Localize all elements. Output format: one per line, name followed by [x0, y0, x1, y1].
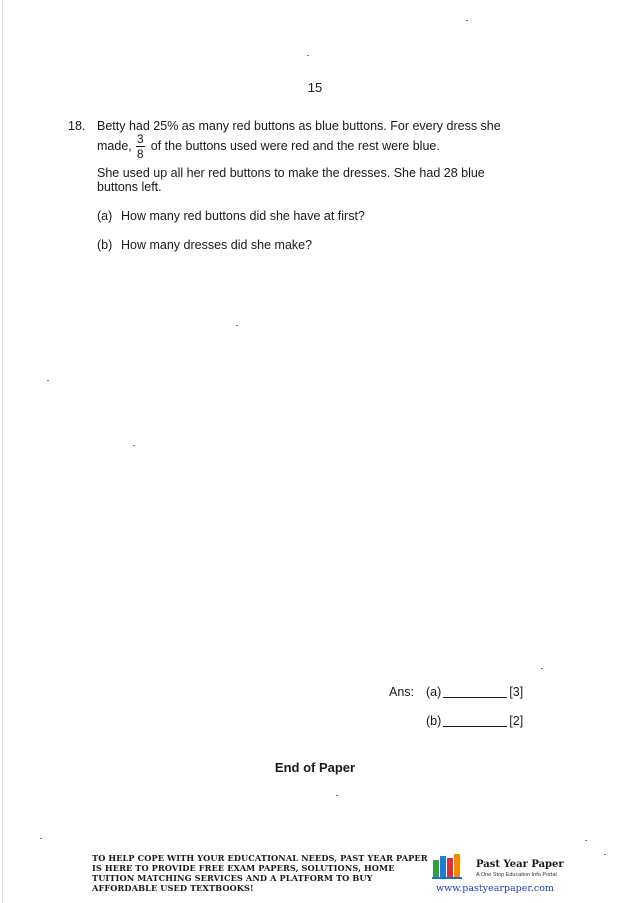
- scan-speck: [336, 795, 338, 796]
- scan-speck: [585, 840, 587, 841]
- scan-speck: [236, 325, 238, 326]
- question-line-3: She used up all her red buttons to make the dresses. She had 28 blue: [97, 166, 485, 180]
- footer-url-link[interactable]: www.pastyearpaper.com: [436, 883, 554, 894]
- answer-label: Ans:: [389, 685, 415, 699]
- footer-notice: [92, 853, 428, 893]
- sub-question-b: [97, 238, 312, 252]
- end-of-paper: End of Paper: [274, 760, 356, 775]
- page-number: 15: [307, 80, 323, 95]
- question-line-2-end: of the buttons used were red and the rest were blue.: [150, 138, 440, 153]
- sub-question-b-label: (b): [97, 238, 113, 252]
- footer-line: TUITION MATCHING SERVICES AND A PLATFORM TO BUY: [92, 873, 373, 883]
- sub-question-b-text: How many dresses did she make?: [121, 238, 313, 252]
- scan-speck: [541, 668, 543, 669]
- sub-question-a: [97, 209, 365, 223]
- logo-name: Past Year Paper: [476, 859, 564, 870]
- footer-line: IS HERE TO PROVIDE FREE EXAM PAPERS, SOLUTIONS, HOME: [92, 863, 395, 873]
- scan-speck: [466, 20, 468, 21]
- logo-tagline: A One Stop Education Info Portal: [476, 872, 557, 878]
- fraction-numerator: 3: [136, 132, 144, 146]
- footer-line: TO HELP COPE WITH YOUR EDUCATIONAL NEEDS, PAST YEAR PAPER: [92, 853, 428, 863]
- sub-question-a-text: How many red buttons did she have at first?: [121, 209, 365, 223]
- fraction-denominator: 8: [136, 147, 144, 161]
- books-logo-icon: [432, 853, 462, 879]
- sub-question-a-label: (a): [97, 209, 113, 223]
- question-line-2-start: made,: [97, 138, 132, 153]
- answer-a-blank[interactable]: [443, 697, 507, 698]
- fraction: [136, 133, 145, 160]
- answer-row-a: [426, 685, 523, 699]
- answer-row-b: [426, 714, 523, 728]
- scan-speck: [307, 55, 309, 56]
- question-number: 18.: [68, 119, 86, 133]
- scan-speck: [133, 445, 135, 446]
- question-line-1: Betty had 25% as many red buttons as blue buttons. For every dress she: [97, 119, 501, 133]
- answer-b-label: (b): [426, 714, 442, 728]
- answer-a-marks: [3]: [509, 685, 524, 699]
- scan-speck: [47, 380, 49, 381]
- footer-line: AFFORDABLE USED TEXTBOOKS!: [92, 883, 254, 893]
- question-line-4: buttons left.: [97, 180, 162, 194]
- question-line-2: [97, 133, 440, 160]
- answer-b-marks: [2]: [509, 714, 524, 728]
- answer-b-blank[interactable]: [443, 726, 507, 727]
- scan-speck: [604, 854, 606, 855]
- scan-speck: [40, 838, 42, 839]
- answer-a-label: (a): [426, 685, 442, 699]
